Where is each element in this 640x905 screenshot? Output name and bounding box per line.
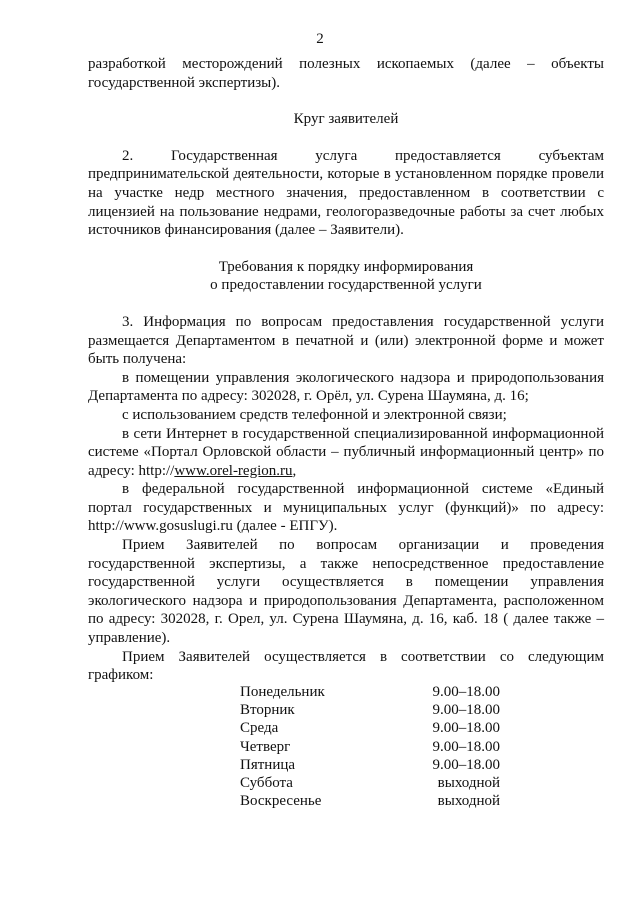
item-phone: с использованием средств телефонной и электронной связи;	[122, 406, 507, 423]
paragraph-3: 3. Информация по вопросам предоставления государственной услуги размещается Департаментом в печатной и (или) электронной форме и может быть получена:	[88, 313, 604, 368]
paragraph-reception: Прием Заявителей по вопросам организации и проведения государственной экспертизы, а также непосредственное предоставление государственной услуги осуществляется в помещении управления экологического надзора и природопользования Департамента, расположенном по адресу: 302028, г. Орел, ул. Сурена Шаумяна, д. 16, каб. 18 ( далее также – управление).	[88, 537, 604, 647]
schedule-day: Суббота	[240, 775, 293, 792]
schedule-day: Понедельник	[240, 684, 325, 700]
schedule-time: выходной	[437, 775, 500, 792]
document-body	[88, 55, 604, 685]
section-heading-requirements-line2: о предоставлении государственной услуги	[210, 277, 482, 294]
item-internet-end: ,	[292, 462, 297, 479]
schedule-row	[240, 792, 500, 810]
page-number: 2	[316, 31, 324, 47]
item-premises: в помещении управления экологического надзора и природопользования Департамента по адресу: 302028, г. Орёл, ул. Сурена Шаумяна, д. 16;	[88, 369, 604, 405]
paragraph-schedule-intro: Прием Заявителей осуществляется в соответствии со следующим графиком:	[88, 648, 604, 684]
section-heading-applicants: Круг заявителей	[293, 111, 399, 128]
schedule-day: Четверг	[240, 738, 291, 755]
schedule-table	[240, 683, 500, 810]
schedule-day: Среда	[240, 720, 279, 737]
schedule-day: Вторник	[240, 702, 295, 719]
schedule-row	[240, 719, 500, 737]
schedule-time: выходной	[437, 793, 500, 810]
schedule-time: 9.00–18.00	[432, 720, 500, 737]
schedule-day: Пятница	[240, 756, 296, 773]
schedule-time: 9.00–18.00	[432, 738, 500, 755]
section-heading-requirements-line1: Требования к порядку информирования	[218, 258, 474, 275]
schedule-row	[240, 701, 500, 719]
item-federal: в федеральной государственной информационной системе «Единый портал государственных и муниципальных услуг (функций)» по адресу: http://www.gosuslugi.ru (далее - ЕПГУ).	[88, 481, 604, 535]
orel-region-link[interactable]: www.orel-region.ru	[174, 462, 293, 479]
schedule-row	[240, 683, 500, 701]
schedule-row	[240, 738, 500, 756]
paragraph-2: 2. Государственная услуга предоставляется субъектам предпринимательской деятельности, которые в установленном порядке провели на участке недр местного значения, предоставленном в соответствии с лицензией на пользование недрами, геологоразведочные работы за счет любых источников финансирования (далее – Заявители).	[88, 147, 604, 239]
schedule-row	[240, 774, 500, 792]
schedule-row	[240, 756, 500, 774]
item-internet-text: в сети Интернет в государственной специализированной информационной системе «Портал Орловской области – публичный информационный центр» по адресу: http://	[88, 425, 604, 479]
schedule-time: 9.00–18.00	[432, 684, 500, 700]
schedule-time: 9.00–18.00	[432, 702, 500, 719]
item-internet	[88, 425, 604, 481]
intro-paragraph: разработкой месторождений полезных ископаемых (далее – объекты государственной экспертизы).	[88, 56, 604, 91]
schedule-time: 9.00–18.00	[432, 756, 500, 773]
schedule-day: Воскресенье	[240, 793, 322, 810]
